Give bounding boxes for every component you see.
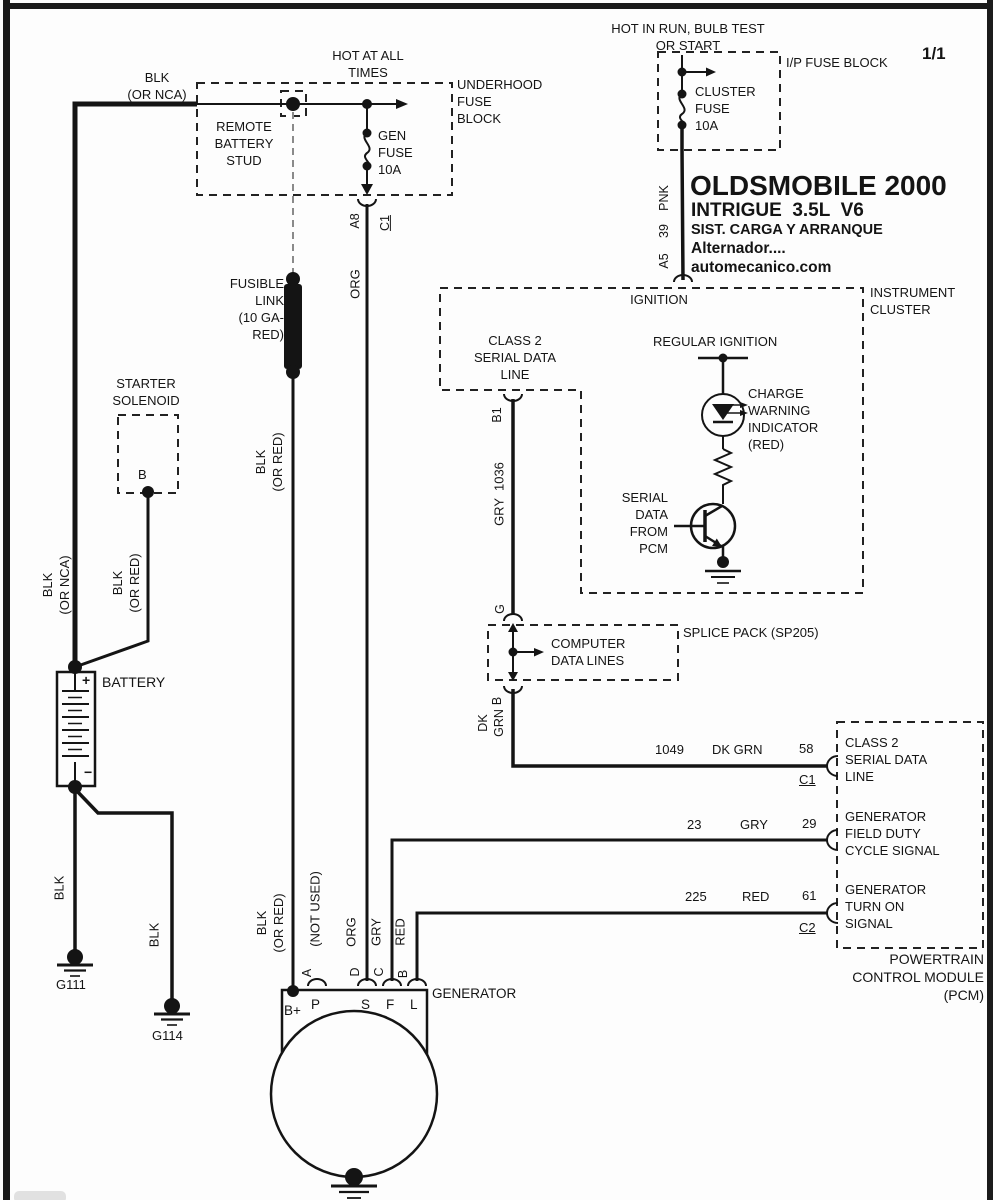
wire-red-225 [417, 913, 828, 981]
color-dk-grn-label: DK GRN [712, 742, 763, 757]
battery-label: BATTERY [102, 674, 166, 690]
wire-label-blk-or-red-mid: BLK (OR RED) [253, 432, 285, 492]
pin-c1-label: C1 [377, 215, 392, 231]
underhood-fuse-block-label: UNDERHOOD FUSE BLOCK [457, 77, 543, 126]
ip-fuse-block-label: I/P FUSE BLOCK [786, 55, 888, 70]
title-model: INTRIGUE 3.5L V6 [691, 200, 864, 221]
solenoid-pin-b-label: B [138, 467, 147, 482]
ground-g114-label: G114 [152, 1028, 183, 1043]
watermark-fragment [14, 1191, 66, 1200]
title-system: SIST. CARGA Y ARRANQUE [691, 222, 883, 238]
gen-pin-b-label: B [395, 969, 410, 979]
wire-label-pnk: PNK [656, 185, 671, 211]
wire-label-blk-or-nca-left: BLK (OR NCA) [40, 555, 72, 615]
gen-terminal-f: F [386, 997, 395, 1012]
gen-terminal-p: P [311, 997, 321, 1012]
wire-label-org-gen: ORG [343, 917, 359, 947]
hot-in-run-label: HOT IN RUN, BULB TEST OR START [611, 21, 765, 53]
wire-label-blk-or-nca-top: BLK (OR NCA) [127, 70, 187, 102]
pcm-pin-c1-label: C1 [799, 772, 816, 787]
wire-label-blk-g111: BLK [51, 875, 67, 901]
wire-label-blk-g114: BLK [146, 922, 162, 948]
pcm-class2-label: CLASS 2 SERIAL DATA LINE [845, 735, 928, 784]
battery-minus-sign: − [84, 764, 93, 780]
cluster-fuse-element [679, 94, 684, 125]
circuit-1049-label: 1049 [655, 742, 684, 757]
fusible-link-label: FUSIBLE LINK (10 GA- RED) [229, 276, 284, 342]
pin-b-splice-label: B [489, 696, 504, 706]
ground-g111-label: G111 [56, 977, 86, 992]
gen-fuse-element [364, 133, 369, 166]
pin-a8-label: A8 [347, 213, 362, 229]
pcm-turn-on-label: GENERATOR TURN ON SIGNAL [845, 882, 927, 931]
cluster-fuse-label: CLUSTER FUSE 10A [695, 84, 756, 133]
gen-pin-c-label: C [371, 967, 386, 977]
color-red-label: RED [742, 889, 770, 904]
ignition-label: IGNITION [630, 292, 688, 307]
pcm-pin-58-label: 58 [799, 741, 814, 756]
pin-g-label: G [492, 604, 507, 614]
page-indicator: 1/1 [922, 44, 946, 63]
junction-dots [67, 68, 729, 1187]
pin-a5-label: A5 [656, 253, 671, 269]
pcm-pin-c2-label: C2 [799, 920, 816, 935]
remote-battery-stud-label: REMOTE BATTERY STUD [214, 119, 274, 168]
fusible-link-element [284, 284, 302, 369]
hot-at-all-times-label: HOT AT ALL TIMES [332, 48, 404, 80]
wire-label-red-gen: RED [392, 918, 408, 946]
circuit-225-label: 225 [685, 889, 707, 904]
circuit-39-label: 39 [656, 224, 671, 238]
wire-label-gry-1036: GRY 1036 [491, 462, 507, 526]
splice-pack-label: SPLICE PACK (SP205) [683, 625, 819, 640]
computer-data-lines-label: COMPUTER DATA LINES [551, 636, 626, 668]
wire-gry-23 [392, 840, 828, 981]
pcm-pin-29-label: 29 [802, 816, 817, 831]
regular-ignition-label: REGULAR IGNITION [653, 334, 778, 349]
title-subsystem: Alternador.... [691, 240, 786, 257]
wire-battery-to-g114 [75, 789, 172, 999]
battery-plus-sign: + [82, 672, 91, 688]
serial-data-from-pcm-label: SERIAL DATA FROM PCM [621, 490, 668, 556]
wire-label-org-top: ORG [347, 269, 363, 299]
wire-label-gry-gen: GRY [368, 918, 384, 946]
color-gry-label: GRY [740, 817, 768, 832]
starter-solenoid-box [118, 415, 178, 493]
cluster-class2-label: CLASS 2 SERIAL DATA LINE [473, 333, 557, 382]
charge-warning-indicator-label: CHARGE WARNING INDICATOR (RED) [748, 386, 819, 452]
gen-terminal-bplus: B+ [284, 1003, 301, 1018]
title-vehicle: OLDSMOBILE 2000 [690, 170, 947, 201]
wire-label-blk-or-red-gen: BLK (OR RED) [254, 893, 286, 953]
starter-solenoid-label: STARTER SOLENOID [112, 376, 180, 408]
wire-label-blk-or-red-solenoid: BLK (OR RED) [110, 553, 142, 613]
pin-b1-label: B1 [489, 407, 504, 423]
instrument-cluster-label: INSTRUMENT CLUSTER [870, 285, 956, 317]
gen-fuse-label: GEN FUSE 10A [378, 128, 413, 177]
gen-terminal-l: L [410, 997, 418, 1012]
title-website: automecanico.com [691, 259, 832, 276]
pcm-pin-61-label: 61 [802, 888, 817, 903]
pcm-field-duty-label: GENERATOR FIELD DUTY CYCLE SIGNAL [845, 809, 940, 858]
led-triangle [712, 404, 734, 420]
circuit-23-label: 23 [687, 817, 702, 832]
wire-label-not-used: (NOT USED) [307, 871, 323, 947]
generator-label: GENERATOR [432, 986, 517, 1001]
wire-label-dk-grn: DK GRN [475, 709, 506, 737]
gen-terminal-s: S [361, 997, 371, 1012]
wire-pnk [682, 125, 683, 280]
gen-pin-a-label: A [299, 968, 314, 978]
resistor-element [715, 449, 731, 504]
pcm-name-label: POWERTRAIN CONTROL MODULE (PCM) [852, 951, 984, 1004]
gen-pin-d-label: D [347, 967, 362, 977]
